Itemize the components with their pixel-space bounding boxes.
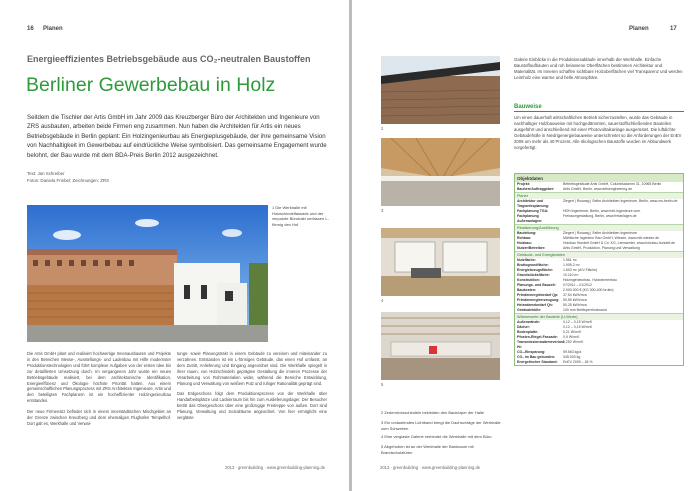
data-group-heading: Planer — [515, 192, 683, 199]
data-row: Heizwärmebedarf Qh: 50,25 kWh/m²a — [517, 303, 587, 307]
facade-photo-illustration — [381, 56, 500, 124]
data-row: Architektur und Tragwerksplanung: Ziegert | Roswag | Seiler Architekten Ingenieure, Berlin, www.zrs-berlin.de — [517, 199, 678, 208]
photo-number-4: 4 — [381, 298, 384, 303]
hall-photo — [381, 138, 500, 206]
gallery-photo-illustration — [381, 228, 500, 296]
data-row: Planungs- und Bauzeit: 07/2011 – 01/2012 — [517, 283, 592, 287]
body-paragraph: Der neue Firmensitz befindet sich in einem innerstädtischen Mischgebiet an der Grenze zwischen Kreuzberg und dem ehemaligen Flughafen Tempelhof. Dort galt es, Werkhalle und Verwal- — [27, 409, 171, 426]
building-photo — [27, 205, 268, 342]
bauweise-text: Um einen dauerhaft wirtschaftlichen Betrieb sicherzustellen, wurde das Gebäude in nachhaltiger Holzbauweise mit hochgedämmten, sauerstoffschließenden Bauteilen ausgeführt und anschließend mit einer Photovoltaikanlage ausgerüstet. Die luftdichte Gebäudehülle in Niedrigenergiebauweise unterschreitet so die Anforderungen der EnEV 2009 um mehr als 40 Prozent. Alle ökologischen Baustoffe wurden im Abbundwerk vorgefertigt. — [514, 115, 682, 150]
body-column-1 — [27, 351, 171, 432]
photo-credit: Fotos: Daniela Friebel; Zeichnungen: ZRS — [27, 178, 109, 183]
data-group-heading: Gebäude- und Energiedaten — [515, 251, 683, 258]
photo-caption-4: 4 Eine verglaste Galerie verbindet die Werkhalle mit dem Büro — [381, 434, 492, 439]
hall-photo-illustration — [381, 138, 500, 206]
page-number: 17 — [670, 26, 677, 32]
photo-caption-1: 1 Die Werkhalle mit Holzschindelfassade und der verputzte Bürotrakt umfassen L-förmig den Hof — [272, 205, 329, 227]
data-row: Nutzfläche: 1.561 m² — [517, 258, 577, 262]
photo-caption-5: 5 Abgehoben ist an der Werkhalle der Bankraum mit Brandschutztüren — [381, 444, 474, 455]
data-row: Bodenplatte: 0,21 W/m²K — [517, 330, 582, 334]
body-paragraph: Die Artis GmbH plant und realisiert hochwertige Innenausbauten und Projekte in den Bereichen Messe-, Ausstellungs- und Ladenbau mit Hilfe modernster Produktionstechnologien und führt komplexe Aufgaben von der ersten Idee bis zur detaillierten Umsetzung durch. Im vergangenen Jahr wurde ein neues Betriebsgebäude realisiert, bei dem architektonische Identifikation, Energieeffizienz und Ökologie höchste Priorität hatten. Aus einem gemeinschaftlichen Planungsprozess mit ZRS Architekten Ingenieure, Artis und den beteiligten Fachplanern ist ein hocheffizienter Holzingenieurbau entstanden. — [27, 351, 171, 404]
data-row: Transmissionswärmeverlust Ht: 0,252 W/m²K — [517, 340, 584, 349]
data-row: Projekt: Betriebsgebäude Artis GmbH, Columbiadamm 31, 10965 Berlin — [517, 182, 662, 186]
page-footer: 2013 · greenbuilding · www.greenbuilding-planning.de — [225, 465, 326, 470]
data-row: Bruttogrundfläche: 1.905,2 m² — [517, 263, 580, 267]
data-row: Rohbau: Mählische Ingenieur Bau GmbH, Wiesen, www.mib-wiesen.de — [517, 236, 660, 240]
data-row: Energetischer Standard: EnEV 2009 – 45 % — [517, 360, 593, 364]
data-row: Konstruktion: Holzingenieurbau, Holzrahmenbau — [517, 278, 617, 282]
data-row: Fachplanung Außenanlagen: Freiraumgestaltung, Berlin, www.freianlagen.de — [517, 214, 637, 223]
data-row: Energiebezugsfläche: 1.603 m² (A/V-Fläche) — [517, 268, 598, 272]
photo-caption-2: 2 Zedernholzschindeln bekleiden den Baukörper der Halle — [381, 410, 484, 415]
data-row: Gebäudehülle: 100 mm Brettsperrholzwand — [517, 308, 607, 312]
section-heading: Bauweise — [514, 104, 684, 112]
data-group-heading: Realisierung/Ausführung — [515, 224, 683, 231]
body-paragraph: Das Erdgeschoss folgt dem Produktionsprozess von der Werkhalle über Handarbeitsplätze und Lackierraum bis hin zum Auslieferungslager. Der Besucher betritt das Obergeschoss über eine großzügige Freitreppe von außen. Dort sind Planung, Verwaltung und Sozialräume angeordnet. Von hier ermöglicht eine vergläste — [177, 391, 327, 421]
lead-paragraph: Seitdem die Tischler der Artis GmbH im Jahr 2009 das Kreuzberger Büro der Architekten und Ingenieure von ZRS ausbauten, arbeiten beide Firmen eng zusammen. Nun haben die Architekten für Artis ein neues Betriebsgebäude in Berlin geplant: Ein Holzingenieurbau als Energieplusgebäude, der ihre gemeinsame Vision von Nachhaltigkeit im Gewerbebau auf eindrückliche Weise symbolisiert. Das gemeinsame Engagement wurde belohnt, der Bau wurde mit dem BDA-Preis Berlin 2012 ausgezeichnet. — [27, 114, 327, 159]
data-row: Außenwände: 0,12 – 0,15 W/m²K — [517, 320, 593, 324]
left-page — [0, 0, 349, 491]
gallery-photo — [381, 228, 500, 296]
body-paragraph: tungs- sowie Planungstrakt in einem Gebäude zu vereinen und miteinander zu verzahnen. Entstanden ist ein L-förmiges Gebäude, das einen Hof umfasst, an dem Zutritt, Anlieferung und Eingang angeordnet sind. Die Werkhalle spiegelt in ihrer rauen, von Holzschindeln geprägten Gestaltung die inneren Prozesse der Verarbeitung von Rohmaterialien wider, während die Bereiche Entwicklung, Planung und Verwaltung von weißem Putz und ruhiger Rationalität geprägt sind. — [177, 351, 327, 386]
data-row: Fachplanung TGA: HDH Ingenieure, Berlin, www.hdh-ingenieure.com — [517, 209, 641, 213]
photo-number-3: 3 — [381, 208, 384, 213]
text-credit: Text: Jan Schreiber — [27, 171, 65, 176]
data-row: Primärenergiebedarf Qp: 37,54 kWh/m²a — [517, 293, 587, 297]
bauweise-section — [514, 104, 684, 151]
data-row: Holzbau: Holzbau Hundelt GmbH & Co. KG, Lemwerder, www.holzbau-hundelt.de — [517, 241, 676, 245]
article-title: Berliner Gewerbebau in Holz — [26, 74, 276, 96]
data-row: Dächer: 0,12 – 0,15 W/m²K — [517, 325, 593, 329]
photo-number-2: 2 — [381, 126, 384, 131]
photo-number-5: 5 — [381, 382, 384, 387]
data-box-title: Objektdaten — [515, 174, 683, 182]
section-label: Planen — [43, 26, 63, 32]
bankraum-photo-illustration — [381, 312, 500, 380]
project-data-box — [514, 173, 684, 366]
data-group-heading: Wärmewerte der Bauteile (U-Werte) — [515, 313, 683, 320]
data-row: Baukosten: 2.000.000 € (KG 300-400 brutto) — [517, 288, 614, 292]
building-photo-illustration — [27, 205, 268, 342]
data-row: CO₂-Einsparung: 59.563 kg/a — [517, 350, 582, 354]
page-number: 16 — [27, 26, 34, 32]
photo-caption-3: 3 Ein umlaufendes Lichtband bringt die Dachschräge der Werkhalle zum Schweben — [381, 420, 501, 431]
facade-photo — [381, 56, 500, 124]
section-label: Planen — [629, 26, 649, 32]
article-subtitle: Energieeffizientes Betriebsgebäude aus CO₂-neutralen Baustoffen — [27, 54, 311, 64]
page-footer: 2013 · greenbuilding · www.greenbuilding-planning.de — [380, 465, 481, 470]
intro-text: Galerie Einblicke in die Produktionsabläufe innerhalb der Werkhalle. Einfache Baustoffaufbauten und roh belassene Oberflächen bestimmen Architektur und Materialität. Im Inneren schaffen sichtbare Holzoberflächen viel Transparenz und werden Leimholz eine warme und helle Atmosphäre. — [514, 57, 683, 80]
data-row: Bauherr/Auftraggeber: Artis GmbH, Berlin, www.artisengineering.de — [517, 187, 633, 191]
body-column-2 — [177, 351, 327, 426]
data-row: Grundstücksfläche: 10.110 m² — [517, 273, 579, 277]
data-row: Bauleitung: Ziegert | Roswag | Seiler Architekten Ingenieure — [517, 231, 637, 235]
data-row: CO₂ im Bau gebunden: 345.000 kg — [517, 355, 581, 359]
bankraum-photo — [381, 312, 500, 380]
data-row: Primärenergieerzeugung: 50,59 kWh/m²a — [517, 298, 587, 302]
data-row: Pfosten-Riegel-Fassade: 0,9 W/m²K — [517, 335, 580, 339]
data-row: Nutzer/Betreiber: Artis GmbH, Produktion, Planung und Verwaltung — [517, 246, 640, 250]
